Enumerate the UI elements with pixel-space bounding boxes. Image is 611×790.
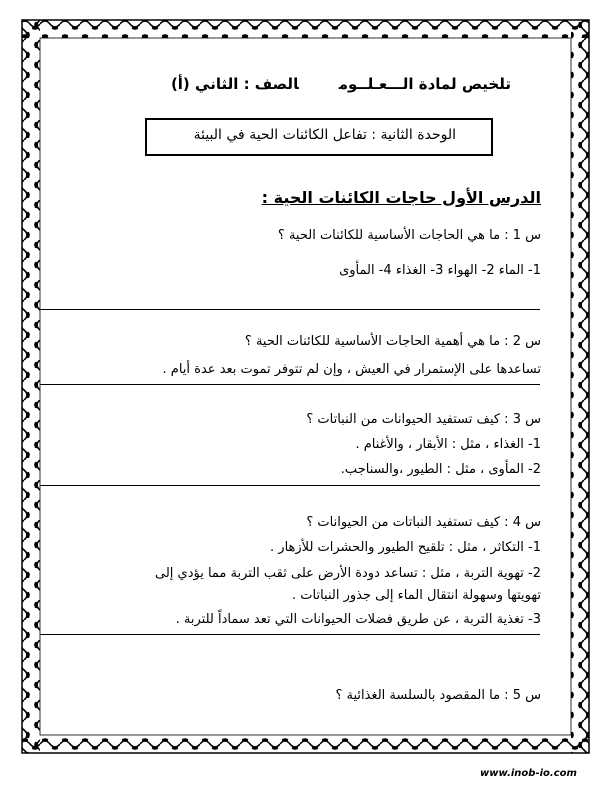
footer-website: www.inob-io.com [480, 768, 577, 779]
answer-4-line-3: تهويتها وسهولة انتقال الماء إلى جذور النباتات . [291, 588, 541, 603]
divider [40, 634, 540, 635]
divider [40, 384, 540, 385]
grade-label: الصف : الثاني (أ) [170, 75, 299, 93]
divider [40, 485, 540, 486]
question-2: س 2 : ما هي أهمية الحاجات الأساسية للكائنات الحية ؟ [244, 334, 541, 349]
divider [40, 309, 540, 310]
unit-title: الوحدة الثانية : تفاعل الكائنات الحية في البيئة [193, 127, 456, 143]
question-1: س 1 : ما هي الحاجات الأساسية للكائنات الحية ؟ [277, 228, 541, 243]
question-5: س 5 : ما المقصود بالسلسة الغذائية ؟ [335, 688, 541, 703]
unit-title-box [145, 118, 493, 156]
answer-3-line-2: 2- المأوى ، مثل : الطيور ،والسناجب. [340, 462, 541, 477]
subject-title: تلخيص لمادة الـــعـلــوم [338, 75, 511, 93]
question-3: س 3 : كيف تستفيد الحيوانات من النباتات ؟ [306, 412, 541, 427]
answer-4-line-2: 2- تهوية التربة ، مثل : تساعد دودة الأرض على ثقب التربة مما يؤدي إلى [154, 566, 541, 581]
question-4: س 4 : كيف تستفيد النباتات من الحيوانات ؟ [306, 515, 541, 530]
page-header [131, 75, 511, 93]
answer-1: 1- الماء 2- الهواء 3- الغذاء 4- المأوى [339, 263, 541, 278]
answer-3-line-1: 1- الغذاء ، مثل : الأبقار ، والأغنام . [355, 437, 541, 452]
lesson-title: الدرس الأول حاجات الكائنات الحية : [261, 188, 541, 207]
answer-4-line-1: 1- التكاثر ، مثل : تلقيح الطيور والحشرات للأزهار . [270, 540, 541, 555]
answer-2: تساعدها على الإستمرار في العيش ، وإن لم تتوفر تموت بعد عدة أيام . [162, 362, 541, 377]
answer-4-line-4: 3- تغذية التربة ، عن طريق فضلات الحيوانات التي تعد سماداً للتربة . [175, 612, 541, 627]
